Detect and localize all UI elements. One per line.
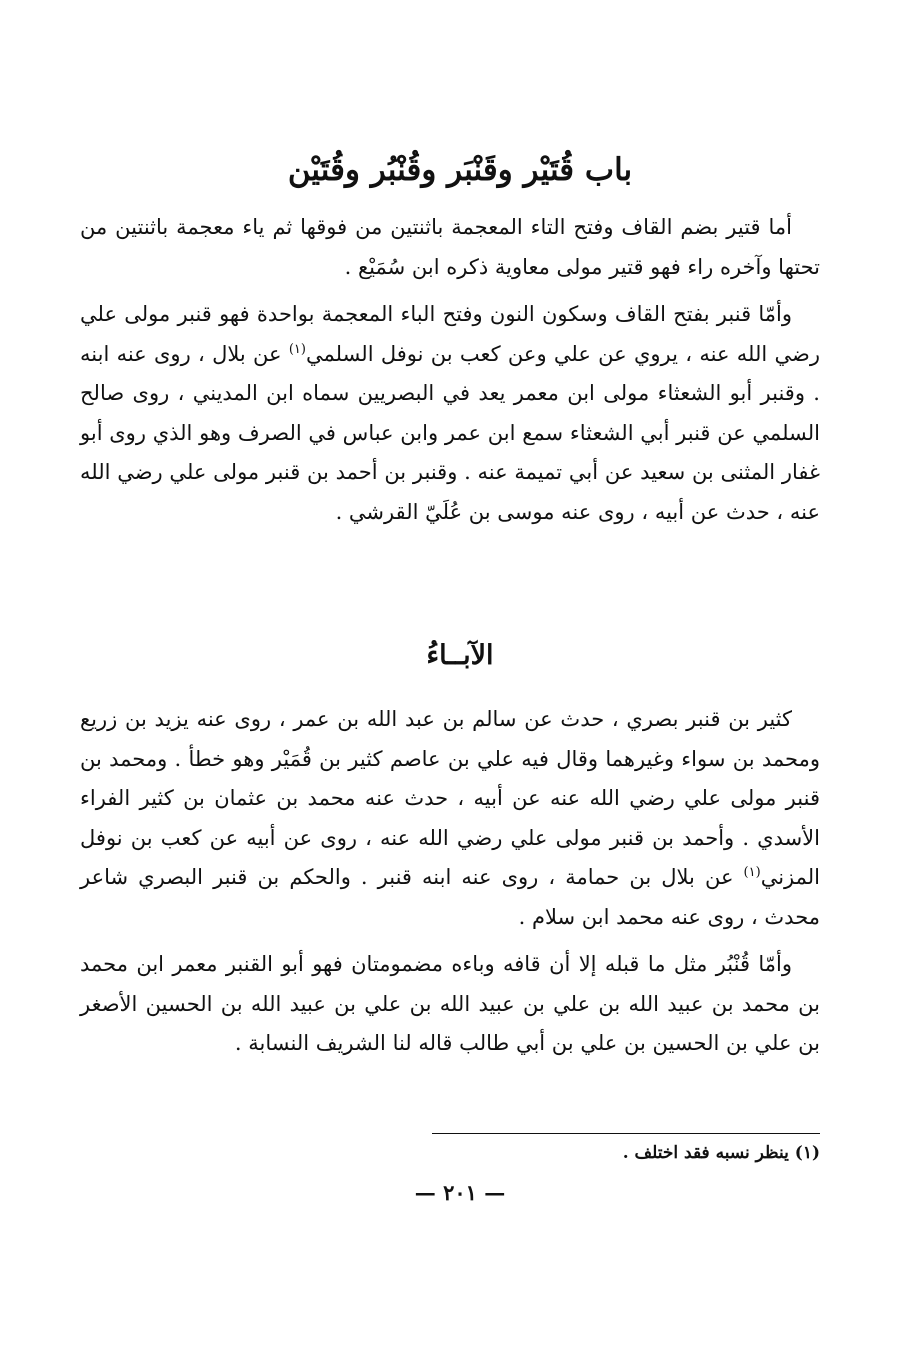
section-1-body [80,208,820,532]
footnote: (١) ينظر نسبه فقد اختلف . [622,1143,820,1163]
paragraph-qutayr: أما قتير بضم القاف وفتح التاء المعجمة باثنتين من فوقها ثم ياء معجمة باثنتين من تحتها وآخره راء فهو قتير مولى معاوية ذكره ابن سُمَيْع . [80,215,820,279]
paragraph-qanbar [80,295,820,532]
paragraph-qunbur: وأمّا قُنْبُر مثل ما قبله إلا أن قافه وباءه مضمومتان فهو أبو القنبر معمر ابن محمد بن محمد بن عبيد الله بن علي بن عبيد الله بن علي بن عبيد الله بن الحسين الأصغر بن علي بن الحسين بن علي بن أبي طالب قاله لنا الشريف النسابة . [80,952,820,1055]
footnote-reference: (١) [743,865,761,880]
footnote-reference: (١) [288,341,306,357]
page-number: — ٢٠١ — [414,1180,506,1205]
paragraph-kathir-part-2: عن بلال بن حمامة ، روى عنه ابنه قنبر . والحكم بن قنبر البصري شاعر محدث ، روى عنه محمد ابن سلام . [80,865,820,929]
chapter-title: باب قُتَيْر وقَنْبَر وقُنْبُر وقُتَيْن [287,152,633,188]
paragraph-qanbar-part-1: وأمّا قنبر بفتح القاف وسكون النون وفتح الباء المعجمة بواحدة فهو قنبر مولى علي رضي الله عنه ، يروي عن علي وعن كعب بن نوفل السلمي [80,302,820,366]
paragraph-kathir [80,700,820,937]
paragraph-kathir-part-1: كثير بن قنبر بصري ، حدث عن سالم بن عبد الله بن عمر ، روى عنه يزيد بن زريع ومحمد بن سواء وغيرهما وقال فيه علي بن عاصم كثير بن قُمَيْر وهو خطأ . ومحمد بن قنبر مولى علي رضي الله عنه عن أبيه ، حدث عنه محمد بن عثمان بن كثير الفراء الأسدي . وأحمد بن قنبر مولى علي رضي الله عنه ، روى عن أبيه عن كعب بن نوفل المزني [80,707,820,889]
footnote-divider [432,1133,820,1134]
section-heading-fathers: الآبــاءُ [426,640,494,671]
section-2-body [80,700,820,1064]
paragraph-qanbar-part-2: عن بلال ، روى عنه ابنه . وقنبر أبو الشعثاء مولى ابن معمر يعد في البصريين سماه ابن المديني ، روى صالح السلمي عن قنبر أبي الشعثاء سمع ابن عمر وابن عباس في الصرف وهو الذي روى أبو غفار المثنى بن سعيد عن أبي تميمة عنه . وقنبر بن أحمد بن قنبر مولى علي رضي الله عنه ، حدث عن أبيه ، روى عنه موسى بن عُلَيّ القرشي . [80,341,820,524]
